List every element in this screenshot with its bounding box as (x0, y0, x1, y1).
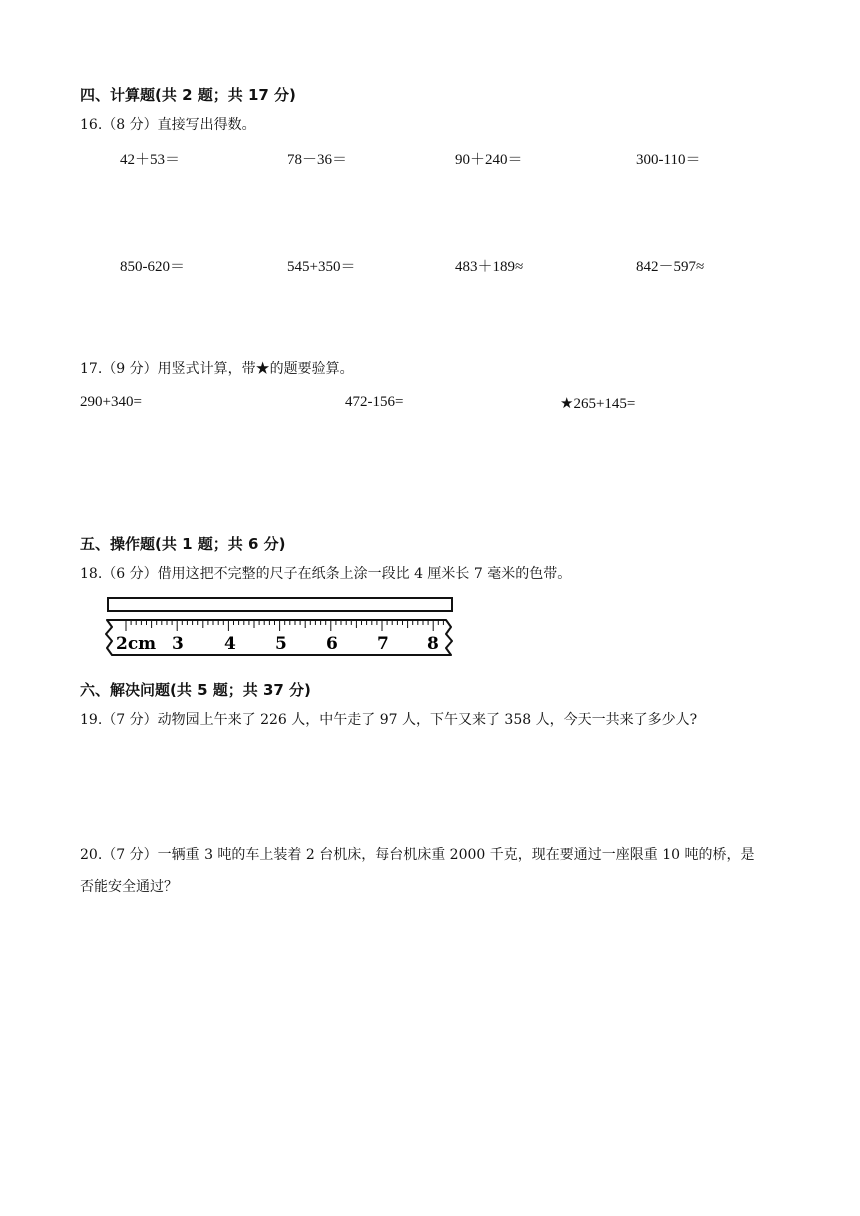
section-title-problem-solving: 六、解决问题(共 5 题；共 37 分) (80, 681, 311, 699)
question-18-label: 18.（6 分）借用这把不完整的尺子在纸条上涂一段比 4 厘米长 7 毫米的色带。 (80, 566, 572, 582)
question-17-label: 17.（9 分）用竖式计算，带★的题要验算。 (80, 361, 354, 377)
q16-expression: 300-110＝ (636, 152, 701, 168)
ruler-figure (100, 593, 460, 661)
q16-expression: 545+350＝ (287, 259, 356, 275)
q17-expression: 290+340= (80, 394, 142, 410)
q17-expression: ★265+145= (560, 396, 636, 412)
question-20-line-2: 否能安全通过？ (80, 879, 178, 895)
question-16-label: 16.（8 分）直接写出得数。 (80, 117, 256, 133)
ruler-label-5: 5 (275, 634, 287, 654)
question-20-line-1: 20.（7 分）一辆重 3 吨的车上装着 2 台机床，每台机床重 2000 千克，现在要通过一座限重 10 吨的桥，是 (80, 847, 755, 863)
q16-expression: 842－597≈ (636, 259, 705, 275)
q16-expression: 90＋240＝ (455, 152, 523, 168)
paper-strip (108, 598, 452, 611)
q16-expression: 42＋53＝ (120, 152, 181, 168)
q16-expression: 78－36＝ (287, 152, 348, 168)
section-title-operation: 五、操作题(共 1 题；共 6 分) (80, 535, 286, 553)
section-title-calculation: 四、计算题(共 2 题；共 17 分) (80, 86, 296, 104)
ruler-label-2cm: 2cm (116, 634, 157, 654)
ruler-label-8: 8 (427, 634, 439, 654)
q17-expression: 472-156= (345, 394, 404, 410)
q16-expression: 850-620＝ (120, 259, 185, 275)
ruler-label-7: 7 (377, 634, 389, 654)
ruler-label-3: 3 (172, 634, 184, 654)
q16-expression: 483＋189≈ (455, 259, 524, 275)
ruler-label-4: 4 (224, 634, 236, 654)
ruler-label-6: 6 (326, 634, 338, 654)
question-19-label: 19.（7 分）动物园上午来了 226 人，中午走了 97 人，下午又来了 358 人，今天一共来了多少人? (80, 712, 698, 728)
